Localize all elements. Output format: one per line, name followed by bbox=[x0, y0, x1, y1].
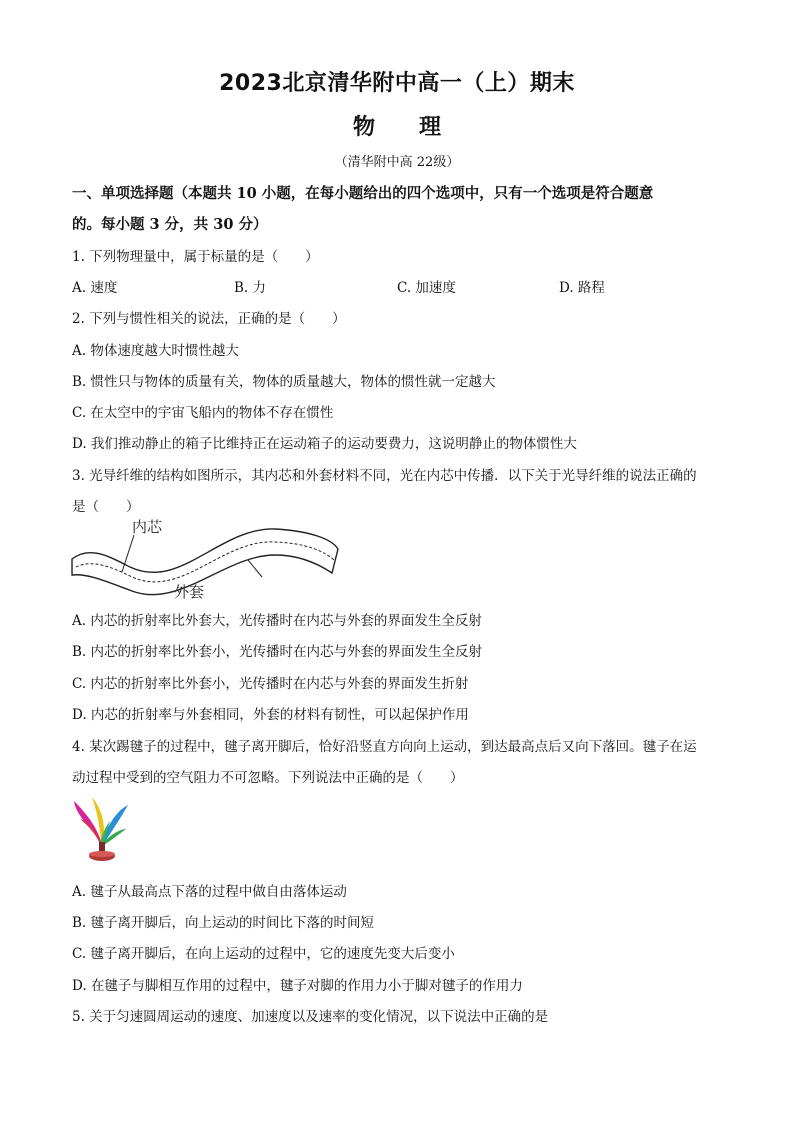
q3-option-b: B. 内芯的折射率比外套小，光传播时在内芯与外套的界面发生全反射 bbox=[72, 644, 483, 660]
fiber-outer-outline bbox=[72, 529, 338, 595]
q3-option-c: C. 内芯的折射率比外套小，光传播时在内芯与外套的界面发生折射 bbox=[72, 676, 469, 692]
question-5-stem: 5. 关于匀速圆周运动的速度、加速度以及速率的变化情况，以下说法中正确的是 bbox=[72, 1009, 549, 1025]
shuttlecock-figure bbox=[70, 795, 132, 865]
question-1-stem: 1. 下列物理量中，属于标量的是（ ） bbox=[72, 249, 319, 265]
question-3-stem-line2: 是（ ） bbox=[72, 499, 140, 515]
shuttlecock-stem bbox=[99, 842, 105, 852]
feather-blue bbox=[102, 805, 128, 843]
subject-title: 物理 bbox=[352, 114, 485, 140]
q3-option-d: D. 内芯的折射率与外套相同，外套的材料有韧性，可以起保护作用 bbox=[72, 707, 469, 723]
q3-option-a: A. 内芯的折射率比外套大，光传播时在内芯与外套的界面发生全反射 bbox=[72, 613, 482, 629]
question-4-stem-line2: 动过程中受到的空气阻力不可忽略。下列说法中正确的是（ ） bbox=[72, 770, 464, 786]
q2-option-d: D. 我们推动静止的箱子比维持正在运动箱子的运动要费力，这说明静止的物体惯性大 bbox=[72, 436, 577, 452]
q2-option-a: A. 物体速度越大时惯性越大 bbox=[72, 343, 239, 359]
section-heading-line2: 的。每小题 3 分，共 30 分） bbox=[72, 216, 268, 233]
cladding-label: 外套 bbox=[174, 583, 205, 601]
question-2-stem: 2. 下列与惯性相关的说法，正确的是（ ） bbox=[72, 311, 346, 327]
core-label: 内芯 bbox=[132, 518, 163, 536]
q4-option-d: D. 在毽子与脚相互作用的过程中，毽子对脚的作用力小于脚对毽子的作用力 bbox=[72, 978, 523, 994]
q4-option-b: B. 毽子离开脚后，向上运动的时间比下落的时间短 bbox=[72, 915, 375, 931]
page-title: 2023北京清华附中高一（上）期末 bbox=[219, 71, 575, 96]
shuttlecock-base-top bbox=[89, 851, 115, 857]
q2-option-c: C. 在太空中的宇宙飞船内的物体不存在惯性 bbox=[72, 405, 334, 421]
q2-option-b: B. 惯性只与物体的质量有关，物体的质量越大，物体的惯性就一定越大 bbox=[72, 374, 496, 390]
q1-option-c: C. 加速度 bbox=[397, 280, 456, 296]
question-4-stem-line1: 4. 某次踢毽子的过程中，毽子离开脚后，恰好沿竖直方向向上运动，到达最高点后又向下落回。毽子在运 bbox=[72, 739, 697, 755]
question-3-stem-line1: 3. 光导纤维的结构如图所示，其内芯和外套材料不同，光在内芯中传播．以下关于光导纤维的说法正确的 bbox=[72, 468, 697, 484]
section-heading-line1: 一、单项选择题（本题共 10 小题，在每小题给出的四个选项中，只有一个选项是符合题意 bbox=[72, 185, 654, 202]
q1-option-b: B. 力 bbox=[234, 280, 267, 296]
optical-fiber-figure bbox=[70, 515, 342, 601]
class-note: （清华附中高 22级） bbox=[334, 155, 460, 170]
q4-option-a: A. 毽子从最高点下落的过程中做自由落体运动 bbox=[72, 884, 347, 900]
cladding-leader-line bbox=[248, 560, 262, 577]
q1-option-d: D. 路程 bbox=[559, 280, 605, 296]
q4-option-c: C. 毽子离开脚后，在向上运动的过程中，它的速度先变大后变小 bbox=[72, 946, 455, 962]
q1-option-a: A. 速度 bbox=[72, 280, 118, 296]
